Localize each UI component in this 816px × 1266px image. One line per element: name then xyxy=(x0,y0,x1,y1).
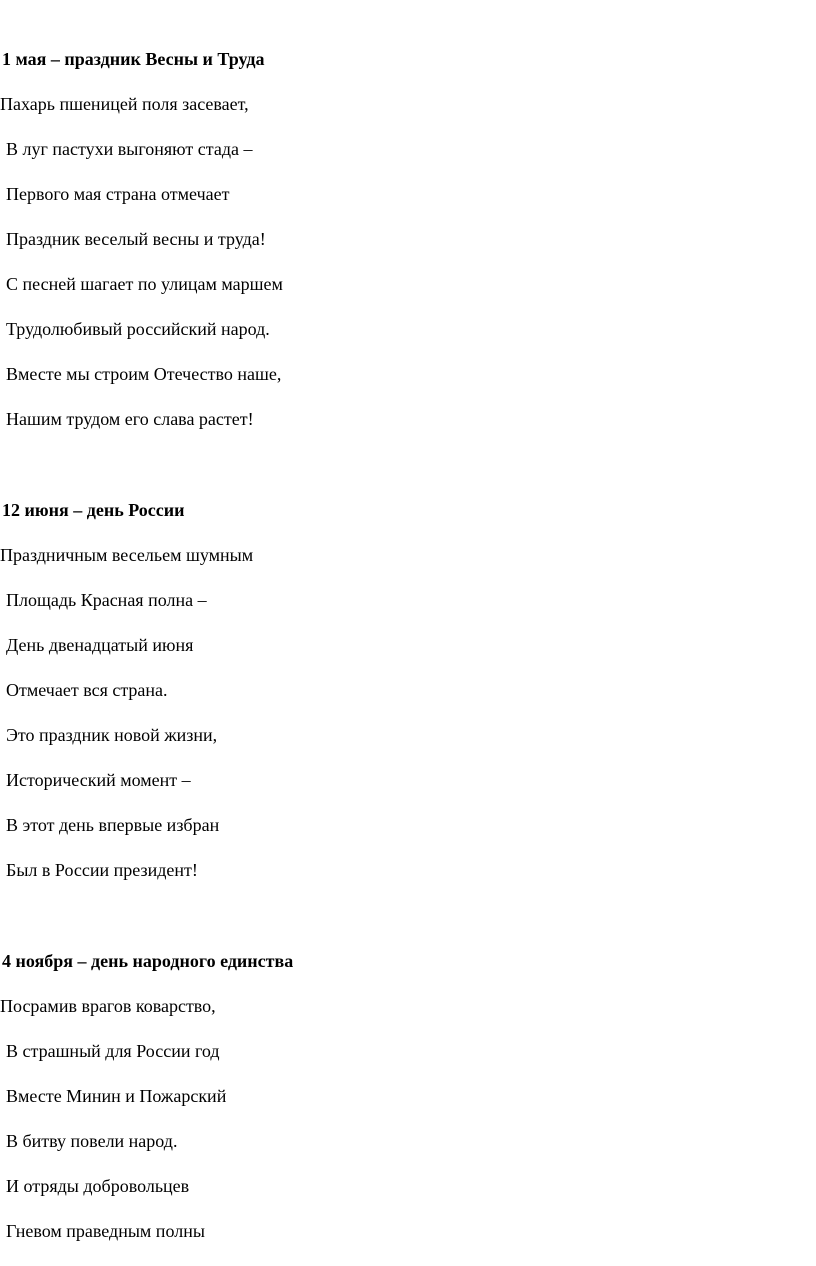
poem-title: 1 мая – праздник Весны и Труда xyxy=(2,49,265,69)
poem-line: Пахарь пшеницей поля засевает, xyxy=(0,94,249,114)
poem-line: День двенадцатый июня xyxy=(6,635,194,655)
poem-title: 4 ноября – день народного единства xyxy=(2,951,294,971)
poem-title: 12 июня – день России xyxy=(2,500,185,520)
poem-line: Отмечает вся страна. xyxy=(6,680,168,700)
poem-line: Площадь Красная полна – xyxy=(6,590,207,610)
poem-line: Гневом праведным полны xyxy=(6,1221,205,1241)
poem-line: В битву повели народ. xyxy=(6,1131,178,1151)
poem-line: Праздник веселый весны и труда! xyxy=(6,229,266,249)
poem-line: И отряды добровольцев xyxy=(6,1176,190,1196)
poem-line: С песней шагает по улицам маршем xyxy=(6,274,283,294)
poem-line: В страшный для России год xyxy=(6,1041,220,1061)
poem-line: В этот день впервые избран xyxy=(6,815,220,835)
poem-line: Трудолюбивый российский народ. xyxy=(6,319,270,339)
poem-line: Вместе Минин и Пожарский xyxy=(6,1086,227,1106)
poem-line: Праздничным весельем шумным xyxy=(0,545,254,565)
poem-line: Первого мая страна отмечает xyxy=(6,184,230,204)
poem-line: Исторический момент – xyxy=(6,770,191,790)
poem-line: Посрамив врагов коварство, xyxy=(0,996,216,1016)
poem-line: Это праздник новой жизни, xyxy=(6,725,218,745)
poem-line: Вместе мы строим Отечество наше, xyxy=(6,364,282,384)
poem-line: В луг пастухи выгоняют стада – xyxy=(6,139,253,159)
poem-line: Нашим трудом его слава растет! xyxy=(6,409,254,429)
poem-line: Был в России президент! xyxy=(6,860,198,880)
